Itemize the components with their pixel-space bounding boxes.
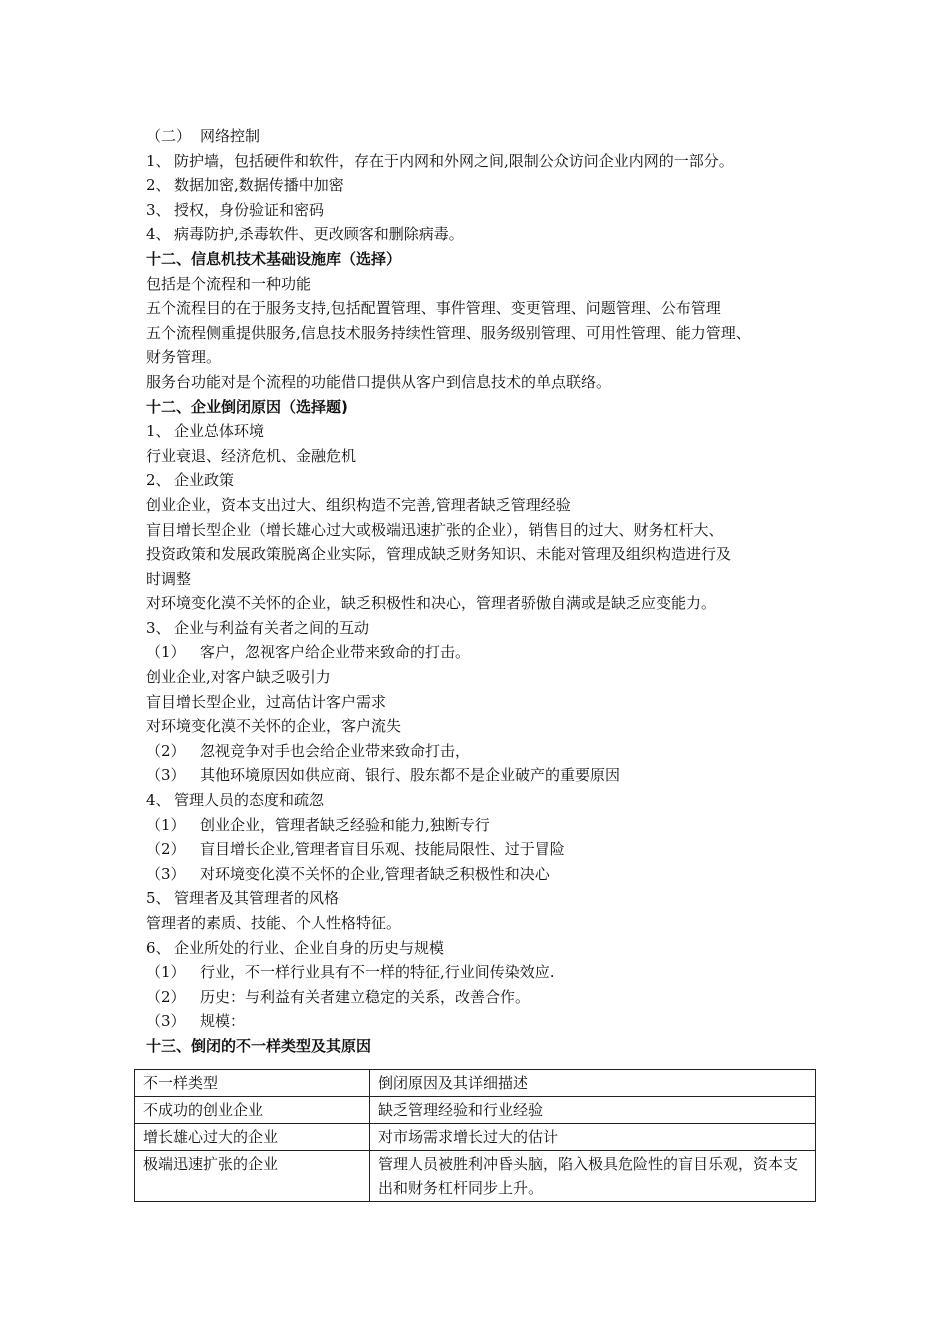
line-text: 财务管理。	[146, 348, 222, 367]
line-text: 投资政策和发展政策脱离企业实际，管理成缺乏财务知识、未能对管理及组织构造进行及	[146, 545, 732, 564]
line-text: 病毒防护,杀毒软件、更改顾客和删除病毒。	[174, 225, 464, 244]
text-line	[146, 493, 822, 518]
text-line	[146, 936, 822, 961]
line-text: 包括是个流程和一种功能	[146, 274, 312, 293]
text-line	[146, 714, 822, 739]
line-text: 企业与利益有关者之间的互动	[174, 618, 370, 637]
line-text: 其他环境原因如供应商、银行、股东都不是企业破产的重要原因	[200, 766, 621, 785]
line-text: 防护墙，包括硬件和软件，存在于内网和外网之间,限制公众访问企业内网的一部分。	[174, 151, 734, 170]
line-text: 创业企业，管理者缺乏经验和能力,独断专行	[200, 815, 490, 834]
item-number: （1）	[146, 815, 186, 834]
line-text: 创业企业，资本支出过大、组织构造不完善,管理者缺乏管理经验	[146, 495, 571, 514]
item-number: 2、	[146, 471, 171, 490]
table-header-row	[135, 1070, 816, 1097]
line-text: 企业所处的行业、企业自身的历史与规模	[174, 938, 445, 957]
line-text: 十二、企业倒闭原因（选择题)	[146, 397, 348, 416]
item-number: （2）	[146, 741, 186, 760]
item-number: （3）	[146, 864, 186, 883]
item-number: 4、	[146, 225, 171, 244]
line-text: 五个流程目的在于服务支持,包括配置管理、事件管理、变更管理、问题管理、公布管理	[146, 299, 721, 318]
item-number: 3、	[146, 618, 171, 637]
text-line	[146, 468, 822, 493]
line-text: 五个流程侧重提供服务,信息技术服务持续性管理、服务级别管理、可用性管理、能力管理、	[146, 323, 751, 342]
line-text: 管理者的素质、技能、个人性格特征。	[146, 914, 402, 932]
text-line	[146, 640, 822, 665]
text-line	[146, 542, 822, 567]
line-text: 对环境变化漠不关怀的企业，缺乏积极性和决心，管理者骄傲自满或是缺乏应变能力。	[146, 594, 717, 613]
text-line	[146, 149, 822, 174]
item-number: 6、	[146, 938, 171, 957]
item-number: 2、	[146, 176, 171, 195]
item-number: （1）	[146, 963, 186, 982]
item-number: 5、	[146, 889, 171, 908]
reason-cell: 缺乏管理经验和行业经验	[370, 1097, 816, 1124]
type-cell: 不成功的创业企业	[135, 1097, 370, 1124]
text-line	[146, 567, 822, 592]
line-text: 管理者及其管理者的风格	[174, 889, 340, 908]
text-line	[146, 813, 822, 838]
line-text: 对环境变化漠不关怀的企业,管理者缺乏积极性和决心	[200, 864, 550, 883]
line-text: 忽视竞争对手也会给企业带来致命打击，	[200, 741, 471, 760]
line-text: 盲目增长企业,管理者盲目乐观、技能局限性、过于冒险	[200, 840, 565, 859]
table-header-cell: 倒闭原因及其详细描述	[370, 1070, 816, 1097]
item-number: 3、	[146, 200, 171, 219]
text-line	[146, 886, 822, 911]
line-text: 十三、倒闭的不一样类型及其原因	[146, 1036, 372, 1055]
text-line	[146, 837, 822, 862]
line-text: 对环境变化漠不关怀的企业，客户流失	[146, 717, 402, 736]
text-line	[146, 960, 822, 985]
item-number: （2）	[146, 987, 186, 1006]
item-number: 1、	[146, 422, 171, 441]
table-row	[135, 1151, 816, 1202]
line-text: 盲目增长型企业，过高估计客户需求	[146, 692, 387, 711]
line-text: 行业衰退、经济危机、金融危机	[146, 446, 357, 465]
text-line	[146, 173, 822, 198]
line-text: 管理人员的态度和疏忽	[174, 791, 325, 810]
text-line	[146, 370, 822, 395]
text-line	[146, 690, 822, 715]
text-line	[146, 763, 822, 788]
item-number: （3）	[146, 766, 186, 785]
text-line	[146, 124, 822, 149]
line-text: 企业总体环境	[174, 422, 265, 441]
line-text: 服务台功能对是个流程的功能借口提供从客户到信息技术的单点联络。	[146, 372, 612, 391]
line-text: 企业政策	[174, 471, 235, 490]
text-line	[146, 222, 822, 247]
section-heading	[146, 1034, 822, 1059]
text-line	[146, 665, 822, 690]
line-text: 盲目增长型企业（增长雄心过大或极端迅速扩张的企业），销售目的过大、财务杠杆大、	[146, 520, 724, 539]
section-heading	[146, 247, 822, 272]
line-text: 规模：	[200, 1012, 246, 1031]
text-line	[146, 788, 822, 813]
table-header-cell: 不一样类型	[135, 1070, 370, 1097]
section-heading	[146, 395, 822, 420]
line-text: 历史：与利益有关者建立稳定的关系，改善合作。	[200, 987, 531, 1006]
text-line	[146, 1009, 822, 1034]
text-line	[146, 198, 822, 223]
text-line	[146, 518, 822, 543]
text-line	[146, 321, 822, 346]
type-cell: 极端迅速扩张的企业	[135, 1151, 370, 1202]
line-text: 创业企业,对客户缺乏吸引力	[146, 668, 331, 687]
item-number: （1）	[146, 643, 186, 662]
type-cell: 增长雄心过大的企业	[135, 1124, 370, 1151]
text-line	[146, 345, 822, 370]
table-row	[135, 1097, 816, 1124]
failure-types-table	[134, 1069, 816, 1202]
text-line	[146, 911, 822, 936]
text-line	[146, 862, 822, 887]
line-text: 行业，不一样行业具有不一样的特征,行业间传染效应.	[200, 963, 555, 982]
line-text: 数据加密,数据传播中加密	[174, 176, 344, 195]
item-number: （3）	[146, 1012, 186, 1031]
document-body	[146, 124, 822, 1059]
line-text: 授权，身份验证和密码	[174, 200, 325, 219]
line-text: 十二、信息机技术基础设施库（选择）	[146, 249, 402, 268]
item-number: （2）	[146, 840, 186, 859]
line-text: 时调整	[146, 569, 192, 588]
text-line	[146, 616, 822, 641]
table-row	[135, 1124, 816, 1151]
text-line	[146, 272, 822, 297]
text-line	[146, 444, 822, 469]
text-line	[146, 419, 822, 444]
item-number: 4、	[146, 791, 171, 810]
item-number: （二）	[146, 127, 192, 145]
reason-cell: 对市场需求增长过大的估计	[370, 1124, 816, 1151]
item-number: 1、	[146, 151, 171, 170]
line-text: 网络控制	[200, 127, 261, 145]
text-line	[146, 591, 822, 616]
line-text: 客户，忽视客户给企业带来致命的打击。	[200, 643, 471, 662]
text-line	[146, 296, 822, 321]
text-line	[146, 985, 822, 1010]
text-line	[146, 739, 822, 764]
reason-cell: 管理人员被胜利冲昏头脑，陷入极具危险性的盲目乐观，资本支出和财务杠杆同步上升。	[370, 1151, 816, 1202]
